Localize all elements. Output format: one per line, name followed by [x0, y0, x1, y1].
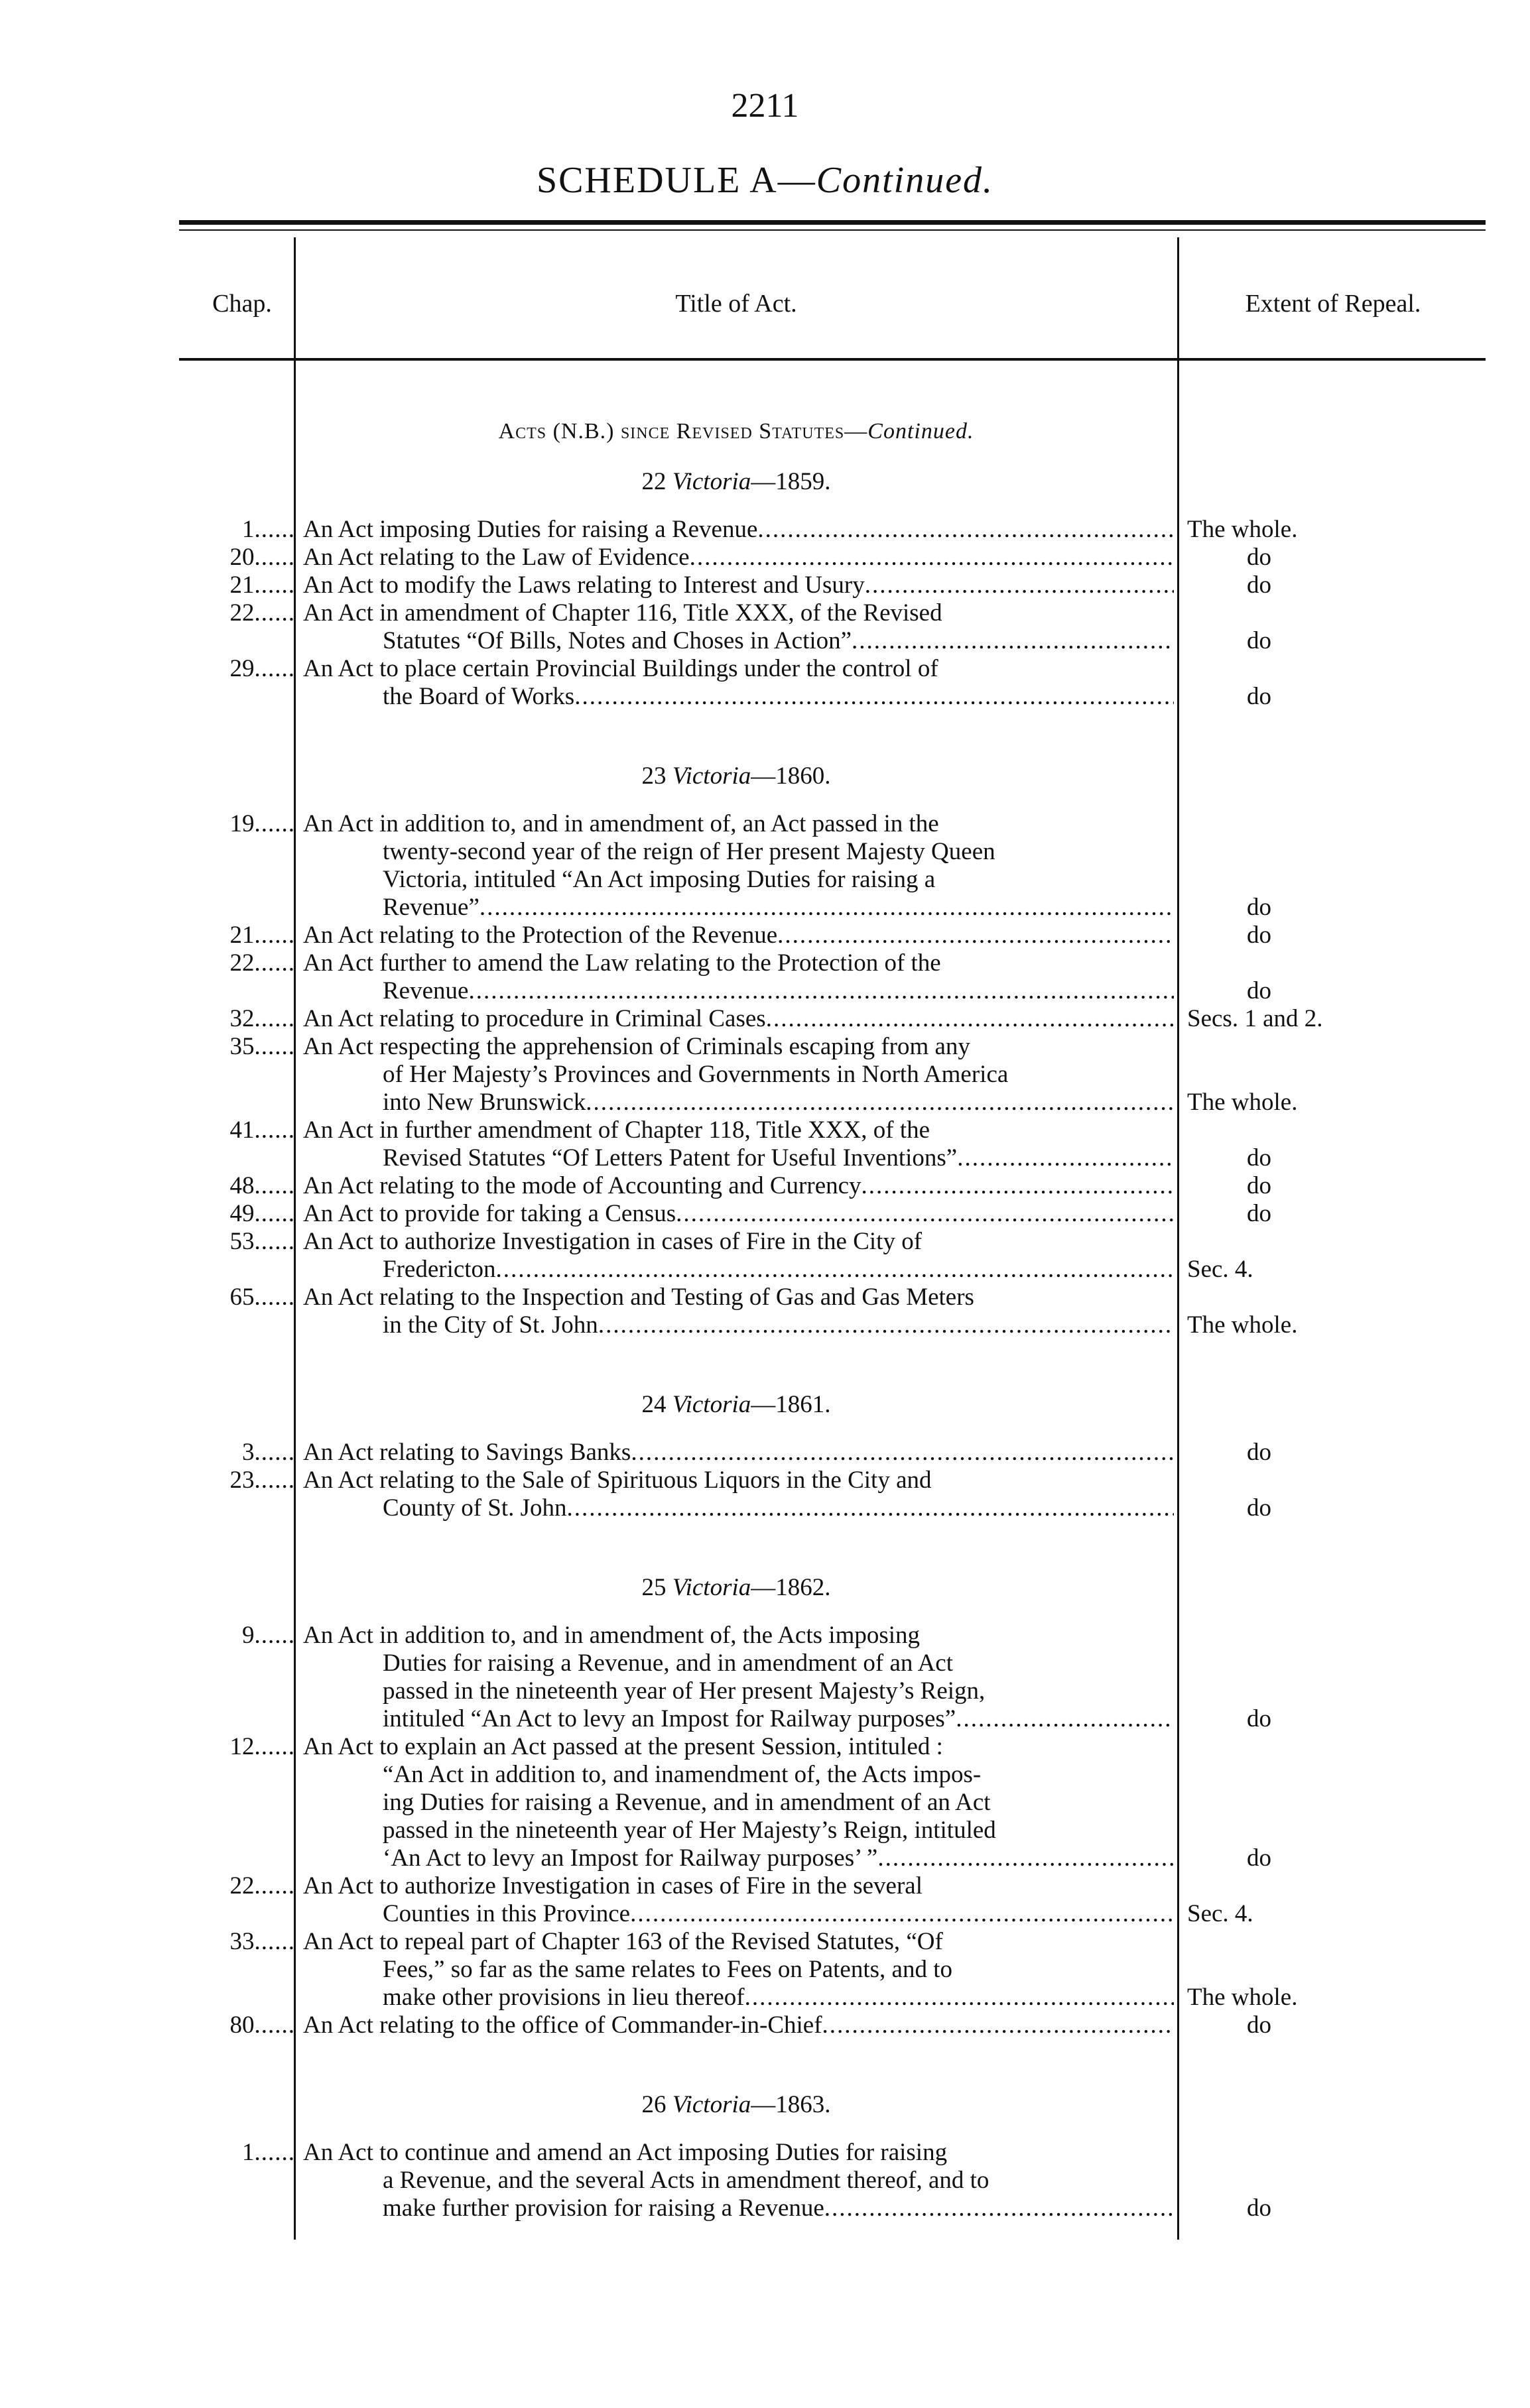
act-title-text: An Act relating to the office of Commander-in-Chief: [303, 2012, 822, 2039]
table-row: [179, 572, 1486, 599]
chapter-leader-dots: ......: [254, 1733, 295, 1760]
act-title-text: passed in the nineteenth year of Her Majesty’s Reign, intituled: [383, 1817, 996, 1844]
extent-of-repeal: The whole.: [1187, 1089, 1298, 1116]
year-heading-regnal-year: 25: [641, 1574, 672, 1601]
table-row: [179, 1033, 1486, 1116]
table-row: [179, 1872, 1486, 1928]
year-heading-year: —1863.: [751, 2091, 831, 2118]
chapter-number: [179, 1200, 295, 1228]
extent-of-repeal: The whole.: [1187, 1984, 1298, 2011]
act-title-text: An Act to modify the Laws relating to Interest and Usury: [303, 572, 865, 599]
schedule-title-main: SCHEDULE A—: [536, 160, 816, 201]
extent-of-repeal: do: [1247, 1844, 1271, 1872]
act-title: [295, 655, 1174, 711]
chapter-number-value: 22: [229, 949, 255, 977]
act-title: [295, 2012, 1174, 2039]
chapter-leader-dots: ......: [254, 2012, 295, 2039]
page-number: 2211: [731, 87, 799, 125]
chapter-leader-dots: ......: [254, 1005, 295, 1032]
act-title-line: [303, 1789, 1174, 1817]
act-title-text: make further provision for raising a Revenue: [383, 2195, 824, 2222]
chapter-number: [179, 1928, 295, 1956]
act-title-line: [303, 810, 1174, 838]
act-title-text: An Act in further amendment of Chapter 118, Title XXX, of the: [303, 1116, 930, 1144]
act-title-line: [303, 544, 1174, 572]
act-title-line: [303, 1256, 1174, 1284]
extent-of-repeal: do: [1247, 2195, 1271, 2222]
extent-of-repeal: The whole.: [1187, 516, 1298, 543]
act-title-line: [303, 1228, 1174, 1256]
leader-dots: [757, 516, 1174, 544]
chapter-number: [179, 1733, 295, 1761]
chapter-number: [179, 949, 295, 977]
chapter-number: [179, 1172, 295, 1200]
act-title-text: into New Brunswick: [383, 1089, 586, 1116]
extent-of-repeal: do: [1247, 2012, 1271, 2039]
act-title: [295, 1116, 1174, 1172]
act-title-text: Counties in this Province: [383, 1900, 631, 1927]
act-title-line: [303, 1439, 1174, 1467]
act-title-line: [303, 655, 1174, 683]
chapter-number-value: 22: [229, 599, 255, 627]
act-title: [295, 572, 1174, 599]
year-heading-victoria: Victoria: [672, 1391, 751, 1418]
chapter-leader-dots: ......: [254, 949, 295, 977]
leader-dots: [957, 1144, 1174, 1172]
act-title-text: County of St. John: [383, 1494, 567, 1522]
chapter-number-value: 1: [242, 2139, 255, 2166]
extent-of-repeal: do: [1247, 1439, 1271, 1466]
act-title-line: [303, 627, 1174, 655]
extent-of-repeal: do: [1247, 1172, 1271, 1199]
year-heading: [295, 1391, 1177, 1419]
table-row: [179, 810, 1486, 922]
chapter-number: [179, 1872, 295, 1900]
extent-of-repeal: do: [1247, 922, 1271, 949]
leader-dots: [745, 1984, 1174, 2012]
table-row: [179, 1622, 1486, 1733]
table-row: [179, 516, 1486, 544]
act-title-line: [303, 2139, 1174, 2167]
act-title-line: [303, 1467, 1174, 1494]
column-header-extent: Extent of Repeal.: [1245, 290, 1421, 318]
chapter-number: [179, 1284, 295, 1311]
act-title-line: [303, 2012, 1174, 2039]
act-title-text: An Act relating to the mode of Accounting and Currency: [303, 1172, 861, 1199]
leader-dots: [766, 1005, 1174, 1033]
act-title-line: [303, 1172, 1174, 1200]
column-header-rule: [179, 358, 1486, 361]
act-title-text: a Revenue, and the several Acts in amendment thereof, and to: [383, 2167, 989, 2194]
act-title: [295, 2139, 1174, 2222]
chapter-number-value: 49: [229, 1200, 255, 1227]
leader-dots: [676, 1200, 1174, 1228]
act-title-line: [303, 1089, 1174, 1116]
act-title-line: [303, 1061, 1174, 1089]
act-title-line: [303, 1872, 1174, 1900]
act-title-line: [303, 1761, 1174, 1789]
year-heading-year: —1862.: [751, 1574, 831, 1601]
act-title-text: An Act to authorize Investigation in cases of Fire in the City of: [303, 1228, 923, 1255]
table-row: [179, 1928, 1486, 2012]
chapter-number: [179, 599, 295, 627]
act-title-text: An Act relating to the Law of Evidence: [303, 544, 690, 571]
act-title-line: [303, 1733, 1174, 1761]
act-title-text: passed in the nineteenth year of Her present Majesty’s Reign,: [383, 1677, 986, 1705]
chapter-number: [179, 1467, 295, 1494]
chapter-leader-dots: ......: [254, 1622, 295, 1649]
chapter-leader-dots: ......: [254, 1467, 295, 1494]
table-row: [179, 1228, 1486, 1284]
act-title-line: [303, 2195, 1174, 2222]
column-header-title: Title of Act.: [675, 290, 797, 318]
table-row: [179, 1284, 1486, 1339]
act-title-text: Revised Statutes “Of Letters Patent for Useful Inventions”: [383, 1144, 958, 1172]
extent-of-repeal: do: [1247, 572, 1271, 599]
year-heading: [295, 1574, 1177, 1602]
chapter-leader-dots: ......: [254, 1172, 295, 1199]
year-heading-year: —1861.: [751, 1391, 831, 1418]
table-row: [179, 2139, 1486, 2222]
leader-dots: [956, 1705, 1174, 1733]
chapter-number: [179, 1228, 295, 1256]
act-title-line: [303, 683, 1174, 711]
year-heading: [295, 2091, 1177, 2119]
extent-of-repeal: do: [1247, 627, 1271, 654]
act-title-text: An Act to repeal part of Chapter 163 of the Revised Statutes, “Of: [303, 1928, 943, 1955]
chapter-leader-dots: ......: [254, 2139, 295, 2166]
chapter-number-value: 23: [229, 1467, 255, 1494]
year-heading-victoria: Victoria: [672, 762, 751, 790]
year-heading-regnal-year: 23: [641, 762, 672, 790]
chapter-leader-dots: ......: [254, 1872, 295, 1899]
act-title: [295, 1005, 1174, 1033]
act-title-text: the Board of Works: [383, 683, 575, 710]
chapter-number: [179, 544, 295, 572]
act-title-line: [303, 1928, 1174, 1956]
table-row: [179, 599, 1486, 655]
chapter-number: [179, 655, 295, 683]
leader-dots: [777, 922, 1174, 949]
chapter-number-value: 80: [229, 2012, 255, 2039]
table-row: [179, 1116, 1486, 1172]
chapter-number: [179, 1116, 295, 1144]
act-title-line: [303, 599, 1174, 627]
year-heading-year: —1859.: [751, 468, 831, 495]
extent-of-repeal: Secs. 1 and 2.: [1187, 1005, 1323, 1032]
act-title-text: ing Duties for raising a Revenue, and in amendment of an Act: [383, 1789, 991, 1816]
act-title-text: Fees,” so far as the same relates to Fees on Patents, and to: [383, 1956, 952, 1983]
act-title: [295, 1033, 1174, 1116]
leader-dots: [690, 544, 1174, 572]
act-title: [295, 1200, 1174, 1228]
act-title-text: An Act imposing Duties for raising a Revenue: [303, 516, 758, 543]
leader-dots: [852, 627, 1174, 655]
act-title-line: [303, 1005, 1174, 1033]
act-title: [295, 544, 1174, 572]
act-title-line: [303, 516, 1174, 544]
chapter-leader-dots: ......: [254, 544, 295, 571]
chapter-number-value: 33: [229, 1928, 255, 1955]
leader-dots: [586, 1089, 1174, 1116]
year-heading-regnal-year: 22: [641, 468, 672, 495]
act-title-text: An Act relating to the Protection of the Revenue: [303, 922, 778, 949]
table-row: [179, 949, 1486, 1005]
extent-of-repeal: do: [1247, 544, 1271, 571]
chapter-number: [179, 2012, 295, 2039]
act-title: [295, 1622, 1174, 1733]
chapter-number-value: 48: [229, 1172, 255, 1199]
extent-of-repeal: do: [1247, 1705, 1271, 1732]
act-title: [295, 1733, 1174, 1872]
act-title-line: [303, 977, 1174, 1005]
leader-dots: [865, 572, 1174, 599]
section-heading-continued: Continued.: [867, 419, 974, 444]
leader-dots: [567, 1494, 1174, 1522]
chapter-leader-dots: ......: [254, 1928, 295, 1955]
chapter-number-value: 32: [229, 1005, 255, 1032]
act-title-line: [303, 1844, 1174, 1872]
chapter-leader-dots: ......: [254, 1439, 295, 1466]
act-title-text: An Act relating to procedure in Criminal Cases: [303, 1005, 766, 1032]
act-title-text: An Act in addition to, and in amendment of, the Acts imposing: [303, 1622, 921, 1649]
act-title-text: Victoria, intituled “An Act imposing Duties for raising a: [383, 866, 936, 893]
act-title-text: make other provisions in lieu thereof: [383, 1984, 745, 2011]
act-title-line: [303, 2167, 1174, 2195]
table-row: [179, 1172, 1486, 1200]
section-heading-text: Acts (N.B.) since Revised Statutes—: [498, 419, 868, 444]
act-title-line: [303, 922, 1174, 949]
extent-of-repeal: do: [1247, 1144, 1271, 1172]
act-title-line: [303, 1984, 1174, 2012]
act-title-text: An Act in addition to, and in amendment of, an Act passed in the: [303, 810, 939, 837]
act-title-line: [303, 949, 1174, 977]
year-heading: [295, 762, 1177, 790]
header-rule-thick: [179, 220, 1486, 225]
act-title: [295, 1467, 1174, 1522]
leader-dots: [824, 2195, 1174, 2222]
chapter-number-value: 20: [229, 544, 255, 571]
act-title-text: An Act to authorize Investigation in cases of Fire in the several: [303, 1872, 923, 1899]
act-title-text: An Act relating to Savings Banks: [303, 1439, 631, 1466]
act-title-text: “An Act in addition to, and inamendment of, the Acts impos-: [383, 1761, 982, 1788]
act-title-text: Revenue”: [383, 894, 479, 921]
chapter-number-value: 1: [242, 516, 255, 543]
leader-dots: [574, 683, 1174, 711]
act-title: [295, 1172, 1174, 1200]
leader-dots: [479, 894, 1174, 922]
extent-of-repeal: do: [1247, 894, 1271, 921]
act-title-text: Revenue: [383, 977, 469, 1004]
leader-dots: [496, 1256, 1174, 1284]
chapter-number-value: 19: [229, 810, 255, 837]
act-title-text: twenty-second year of the reign of Her present Majesty Queen: [383, 838, 995, 865]
chapter-number: [179, 1033, 295, 1061]
act-title: [295, 1872, 1174, 1928]
column-header-chap: Chap.: [212, 290, 272, 318]
chapter-leader-dots: ......: [254, 1200, 295, 1227]
chapter-leader-dots: ......: [254, 1033, 295, 1060]
act-title-text: ‘An Act to levy an Impost for Railway purposes’ ”: [383, 1844, 878, 1872]
extent-of-repeal: do: [1247, 683, 1271, 710]
extent-of-repeal: do: [1247, 1494, 1271, 1522]
act-title-line: [303, 1494, 1174, 1522]
act-title-text: An Act further to amend the Law relating to the Protection of the: [303, 949, 941, 977]
act-title-text: An Act to explain an Act passed at the present Session, intituled :: [303, 1733, 943, 1760]
table-row: [179, 655, 1486, 711]
chapter-leader-dots: ......: [254, 655, 295, 682]
act-title-line: [303, 1677, 1174, 1705]
table-row: [179, 544, 1486, 572]
act-title-line: [303, 1311, 1174, 1339]
chapter-number-value: 22: [229, 1872, 255, 1899]
leader-dots: [822, 2012, 1174, 2039]
leader-dots: [598, 1311, 1174, 1339]
act-title-line: [303, 1900, 1174, 1928]
leader-dots: [468, 977, 1174, 1005]
year-heading-victoria: Victoria: [672, 1574, 751, 1601]
leader-dots: [630, 1900, 1174, 1928]
act-title: [295, 922, 1174, 949]
header-rule-thin: [179, 229, 1486, 231]
chapter-number-value: 53: [229, 1228, 255, 1255]
act-title: [295, 1439, 1174, 1467]
act-title-line: [303, 572, 1174, 599]
chapter-number-value: 65: [229, 1284, 255, 1311]
chapter-number-value: 21: [229, 922, 255, 949]
act-title-line: [303, 1650, 1174, 1677]
year-heading-regnal-year: 26: [641, 2091, 672, 2118]
chapter-number-value: 21: [229, 572, 255, 599]
act-title-text: An Act to place certain Provincial Buildings under the control of: [303, 655, 938, 682]
chapter-number-value: 35: [229, 1033, 255, 1060]
extent-of-repeal: Sec. 4.: [1187, 1900, 1253, 1927]
schedule-body: [179, 371, 1486, 2222]
act-title-text: An Act relating to the Sale of Spirituous Liquors in the City and: [303, 1467, 932, 1494]
act-title: [295, 516, 1174, 544]
chapter-leader-dots: ......: [254, 810, 295, 837]
table-row: [179, 2012, 1486, 2039]
act-title-text: of Her Majesty’s Provinces and Governments in North America: [383, 1061, 1009, 1088]
table-row: [179, 1439, 1486, 1467]
chapter-number-value: 12: [229, 1733, 255, 1760]
act-title-line: [303, 1033, 1174, 1061]
leader-dots: [631, 1439, 1174, 1467]
chapter-number: [179, 810, 295, 838]
act-title: [295, 1284, 1174, 1339]
act-title-text: An Act respecting the apprehension of Criminals escaping from any: [303, 1033, 970, 1060]
chapter-number: [179, 572, 295, 599]
chapter-leader-dots: ......: [254, 1284, 295, 1311]
act-title-line: [303, 894, 1174, 922]
chapter-number-value: 3: [242, 1439, 255, 1466]
chapter-leader-dots: ......: [254, 1228, 295, 1255]
act-title-line: [303, 1116, 1174, 1144]
act-title-text: An Act to provide for taking a Census: [303, 1200, 676, 1227]
chapter-number: [179, 1439, 295, 1467]
act-title-text: An Act relating to the Inspection and Testing of Gas and Gas Meters: [303, 1284, 974, 1311]
act-title-text: An Act to continue and amend an Act imposing Duties for raising: [303, 2139, 948, 2166]
act-title-line: [303, 1284, 1174, 1311]
act-title-line: [303, 1622, 1174, 1650]
year-heading-victoria: Victoria: [672, 2091, 751, 2118]
act-title-text: in the City of St. John: [383, 1311, 598, 1339]
act-title: [295, 1928, 1174, 2012]
chapter-number-value: 41: [229, 1116, 255, 1144]
act-title-text: Fredericton: [383, 1256, 496, 1283]
chapter-number: [179, 922, 295, 949]
year-heading-regnal-year: 24: [641, 1391, 672, 1418]
act-title-line: [303, 1956, 1174, 1984]
act-title-line: [303, 1705, 1174, 1733]
extent-of-repeal: Sec. 4.: [1187, 1256, 1253, 1283]
extent-of-repeal: do: [1247, 1200, 1271, 1227]
act-title: [295, 599, 1174, 655]
leader-dots: [877, 1844, 1174, 1872]
chapter-number: [179, 1622, 295, 1650]
table-row: [179, 1005, 1486, 1033]
year-heading-victoria: Victoria: [672, 468, 751, 495]
act-title: [295, 949, 1174, 1005]
chapter-leader-dots: ......: [254, 922, 295, 949]
schedule-title: [0, 159, 1530, 202]
act-title: [295, 810, 1174, 922]
chapter-leader-dots: ......: [254, 516, 295, 543]
extent-of-repeal: The whole.: [1187, 1311, 1298, 1339]
year-heading-year: —1860.: [751, 762, 831, 790]
act-title-text: Duties for raising a Revenue, and in amendment of an Act: [383, 1650, 953, 1677]
section-heading: [295, 418, 1177, 446]
schedule-title-continued: Continued.: [816, 160, 994, 201]
schedule-groups: [179, 446, 1486, 2222]
year-heading: [295, 468, 1177, 496]
chapter-leader-dots: ......: [254, 599, 295, 627]
chapter-number: [179, 516, 295, 544]
chapter-number: [179, 1005, 295, 1033]
leader-dots: [861, 1172, 1174, 1200]
act-title-line: [303, 838, 1174, 866]
chapter-number-value: 9: [242, 1622, 255, 1649]
act-title-line: [303, 1200, 1174, 1228]
act-title-line: [303, 1144, 1174, 1172]
act-title-text: intituled “An Act to levy an Impost for Railway purposes”: [383, 1705, 956, 1732]
act-title: [295, 1228, 1174, 1284]
table-row: [179, 1733, 1486, 1872]
act-title-text: Statutes “Of Bills, Notes and Choses in Action”: [383, 627, 852, 654]
chapter-leader-dots: ......: [254, 572, 295, 599]
act-title-text: An Act in amendment of Chapter 116, Title XXX, of the Revised: [303, 599, 942, 627]
table-row: [179, 922, 1486, 949]
chapter-number: [179, 2139, 295, 2167]
chapter-leader-dots: ......: [254, 1116, 295, 1144]
act-title-line: [303, 866, 1174, 894]
table-row: [179, 1200, 1486, 1228]
chapter-number-value: 29: [229, 655, 255, 682]
table-row: [179, 1467, 1486, 1522]
extent-of-repeal: do: [1247, 977, 1271, 1004]
act-title-line: [303, 1817, 1174, 1844]
